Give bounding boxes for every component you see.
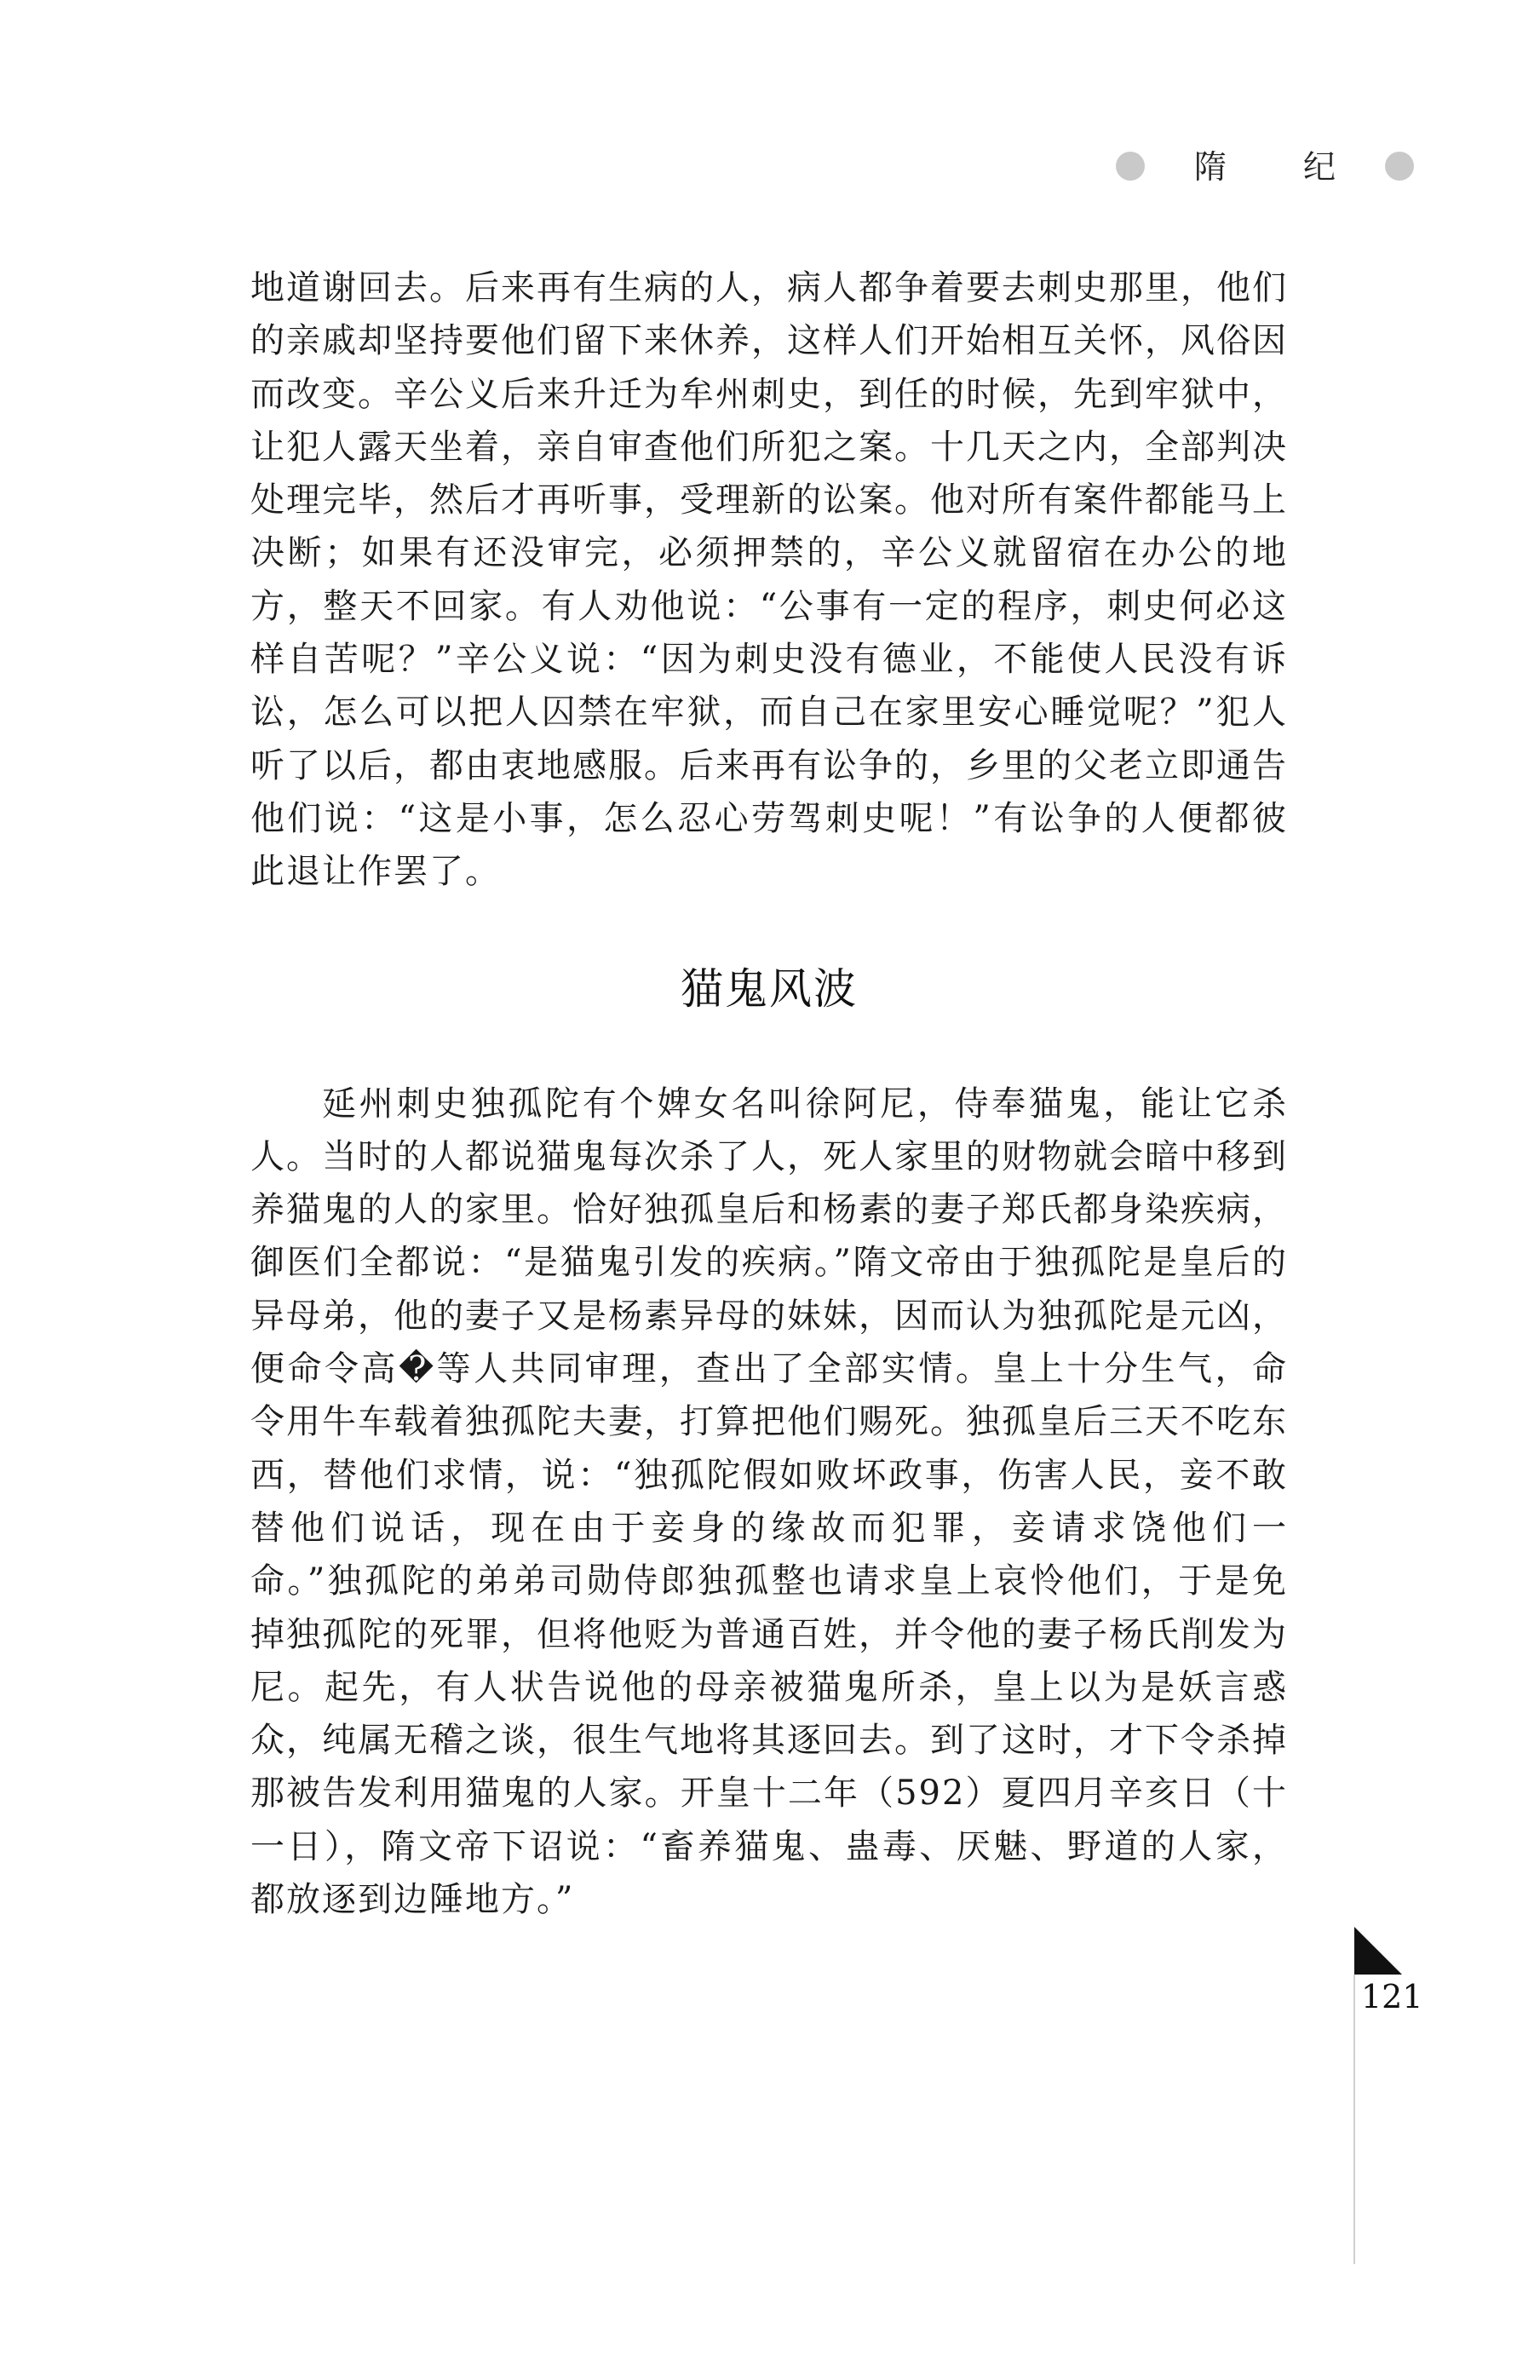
margin-rule [1353, 1975, 1355, 2264]
paragraph-cat-ghost: 延州刺史独孤陀有个婢女名叫徐阿尼，侍奉猫鬼，能让它杀人。当时的人都说猫鬼每次杀了人，死人家里的财物就会暗中移到养猫鬼的人的家里。恰好独孤皇后和杨素的妻子郑氏都身染疾病，御医们全都说：“是猫鬼引发的疾病。”隋文帝由于独孤陀是皇后的异母弟，他的妻子又是杨素异母的妹妹，因而认为独孤陀是元凶，便命令高�等人共同审理，查出了全部实情。皇上十分生气，命令用牛车载着独孤陀夫妻，打算把他们赐死。独孤皇后三天不吃东西，替他们求情，说：“独孤陀假如败坏政事，伤害人民，妾不敢替他们说话，现在由于妾身的缘故而犯罪，妾请求饶他们一命。”独孤陀的弟弟司勋侍郎独孤整也请求皇上哀怜他们，于是免掉独孤陀的死罪，但将他贬为普通百姓，并令他的妻子杨氏削发为尼。起先，有人状告说他的母亲被猫鬼所杀，皇上以为是妖言惑众，纯属无稽之谈，很生气地将其逐回去。到了这时，才下令杀掉那被告发利用猫鬼的人家。开皇十二年（592）夏四月辛亥日（十一日），隋文帝下诏说：“畜养猫鬼、蛊毒、厌魅、野道的人家，都放逐到边陲地方。” [250, 1084, 1288, 1920]
running-header [1107, 147, 1422, 198]
header-char-2: 纪 [1303, 148, 1336, 186]
page-corner-triangle [1354, 1927, 1402, 1975]
paragraph-continued: 地道谢回去。后来再有生病的人，病人都争着要去刺史那里，他们的亲戚却坚持要他们留下来休养，这样人们开始相互关怀，风俗因而改变。辛公义后来升迁为牟州刺史，到任的时候，先到牢狱中，让犯人露天坐着，亲自审查他们所犯之案。十几天之内，全部判决处理完毕，然后才再听事，受理新的讼案。他对所有案件都能马上决断；如果有还没审完，必须押禁的，辛公义就留宿在办公的地方，整天不回家。有人劝他说：“公事有一定的程序，刺史何必这样自苦呢？”辛公义说：“因为刺史没有德业，不能使人民没有诉讼，怎么可以把人囚禁在牢狱，而自己在家里安心睡觉呢？”犯人听了以后，都由衷地感服。后来再有讼争的，乡里的父老立即通告他们说：“这是小事，怎么忍心劳驾刺史呢！”有讼争的人便都彼此退让作罢了。 [250, 268, 1288, 892]
section-title: 猫鬼风波 [681, 963, 858, 1014]
page-body [250, 262, 1288, 1926]
header-char-1: 隋 [1194, 148, 1227, 186]
header-dot-right [1385, 152, 1414, 181]
header-dot-left [1116, 152, 1145, 181]
page-number: 121 [1361, 1978, 1423, 2015]
